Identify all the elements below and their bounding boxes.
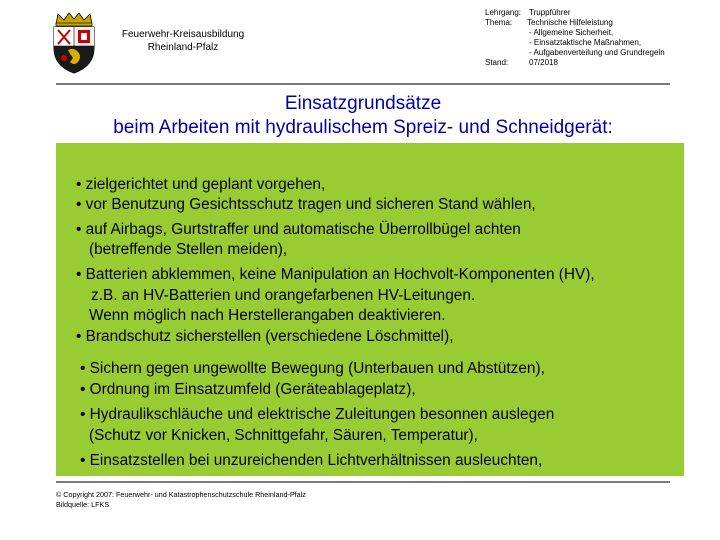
stand-label: Stand: (485, 58, 509, 67)
thema-line-2: - Allgemeine Sicherheit, (529, 28, 614, 37)
organization-line-2: Rheinland-Pfalz (147, 42, 219, 53)
bullet-line: • zielgerichtet und geplant vorgehen, (76, 176, 326, 193)
bullet-continuation: (betreffende Stellen meiden), (89, 241, 288, 258)
rheinland-pfalz-coat-of-arms-icon (48, 12, 100, 74)
bullet-continuation: Wenn möglich nach Herstellerangaben deaktivieren. (89, 307, 446, 324)
page-title-line-2: beim Arbeiten mit hydraulischem Spreiz- und Schneidgerät: (113, 117, 613, 138)
thema-line-1: Technische Hilfeleistung (527, 18, 613, 27)
bullet-continuation: z.B. an HV-Batterien und orangefarbenen HV-Leitungen. (91, 287, 476, 304)
footer-divider (56, 481, 670, 483)
thema-line-4: - Aufgabenverteilung und Grundregeln (529, 48, 665, 57)
page-title-line-1: Einsatzgrundsätze (284, 93, 442, 114)
header-divider (56, 83, 670, 85)
copyright-text: © Copyright 2007: Feuerwehr- und Katastrophenschutzschule Rheinland-Pfalz (56, 490, 306, 499)
bullet-line: • Ordnung im Einsatzumfeld (Geräteablageplatz), (80, 381, 416, 398)
page-title (56, 92, 670, 140)
bullet-line: • Batterien abklemmen, keine Manipulation an Hochvolt-Komponenten (HV), (76, 266, 595, 283)
organization-line-1: Feuerwehr-Kreisausbildung (121, 29, 245, 40)
footer (56, 490, 306, 510)
thema-line-3: - Einsatztaktische Maßnahmen, (529, 38, 642, 47)
bullet-line: • Einsatzstellen bei unzureichenden Lichtverhältnissen ausleuchten, (80, 452, 543, 469)
stand-value: 07/2018 (529, 58, 558, 67)
lehrgang-label: Lehrgang: (485, 8, 522, 17)
content-panel (56, 143, 684, 476)
bullet-line: • Brandschutz sicherstellen (verschiedene Löschmittel), (76, 328, 454, 345)
bullet-line: • Hydraulikschläuche und elektrische Zuleitungen besonnen auslegen (80, 406, 555, 423)
bullet-line: • vor Benutzung Gesichtsschutz tragen und sicheren Stand wählen, (76, 196, 536, 213)
bullet-line: • Sichern gegen ungewollte Bewegung (Unterbauen und Abstützen), (80, 360, 545, 377)
image-source-text: Bildquelle: LFKS (56, 500, 110, 509)
bullet-continuation: (Schutz vor Knicken, Schnittgefahr, Säuren, Temperatur), (89, 427, 478, 444)
lehrgang-value: Truppführer (529, 8, 571, 17)
thema-label: Thema: (485, 18, 513, 27)
organization-name (112, 28, 254, 54)
bullet-line: • auf Airbags, Gurtstraffer und automatische Überrollbügel achten (76, 221, 521, 238)
